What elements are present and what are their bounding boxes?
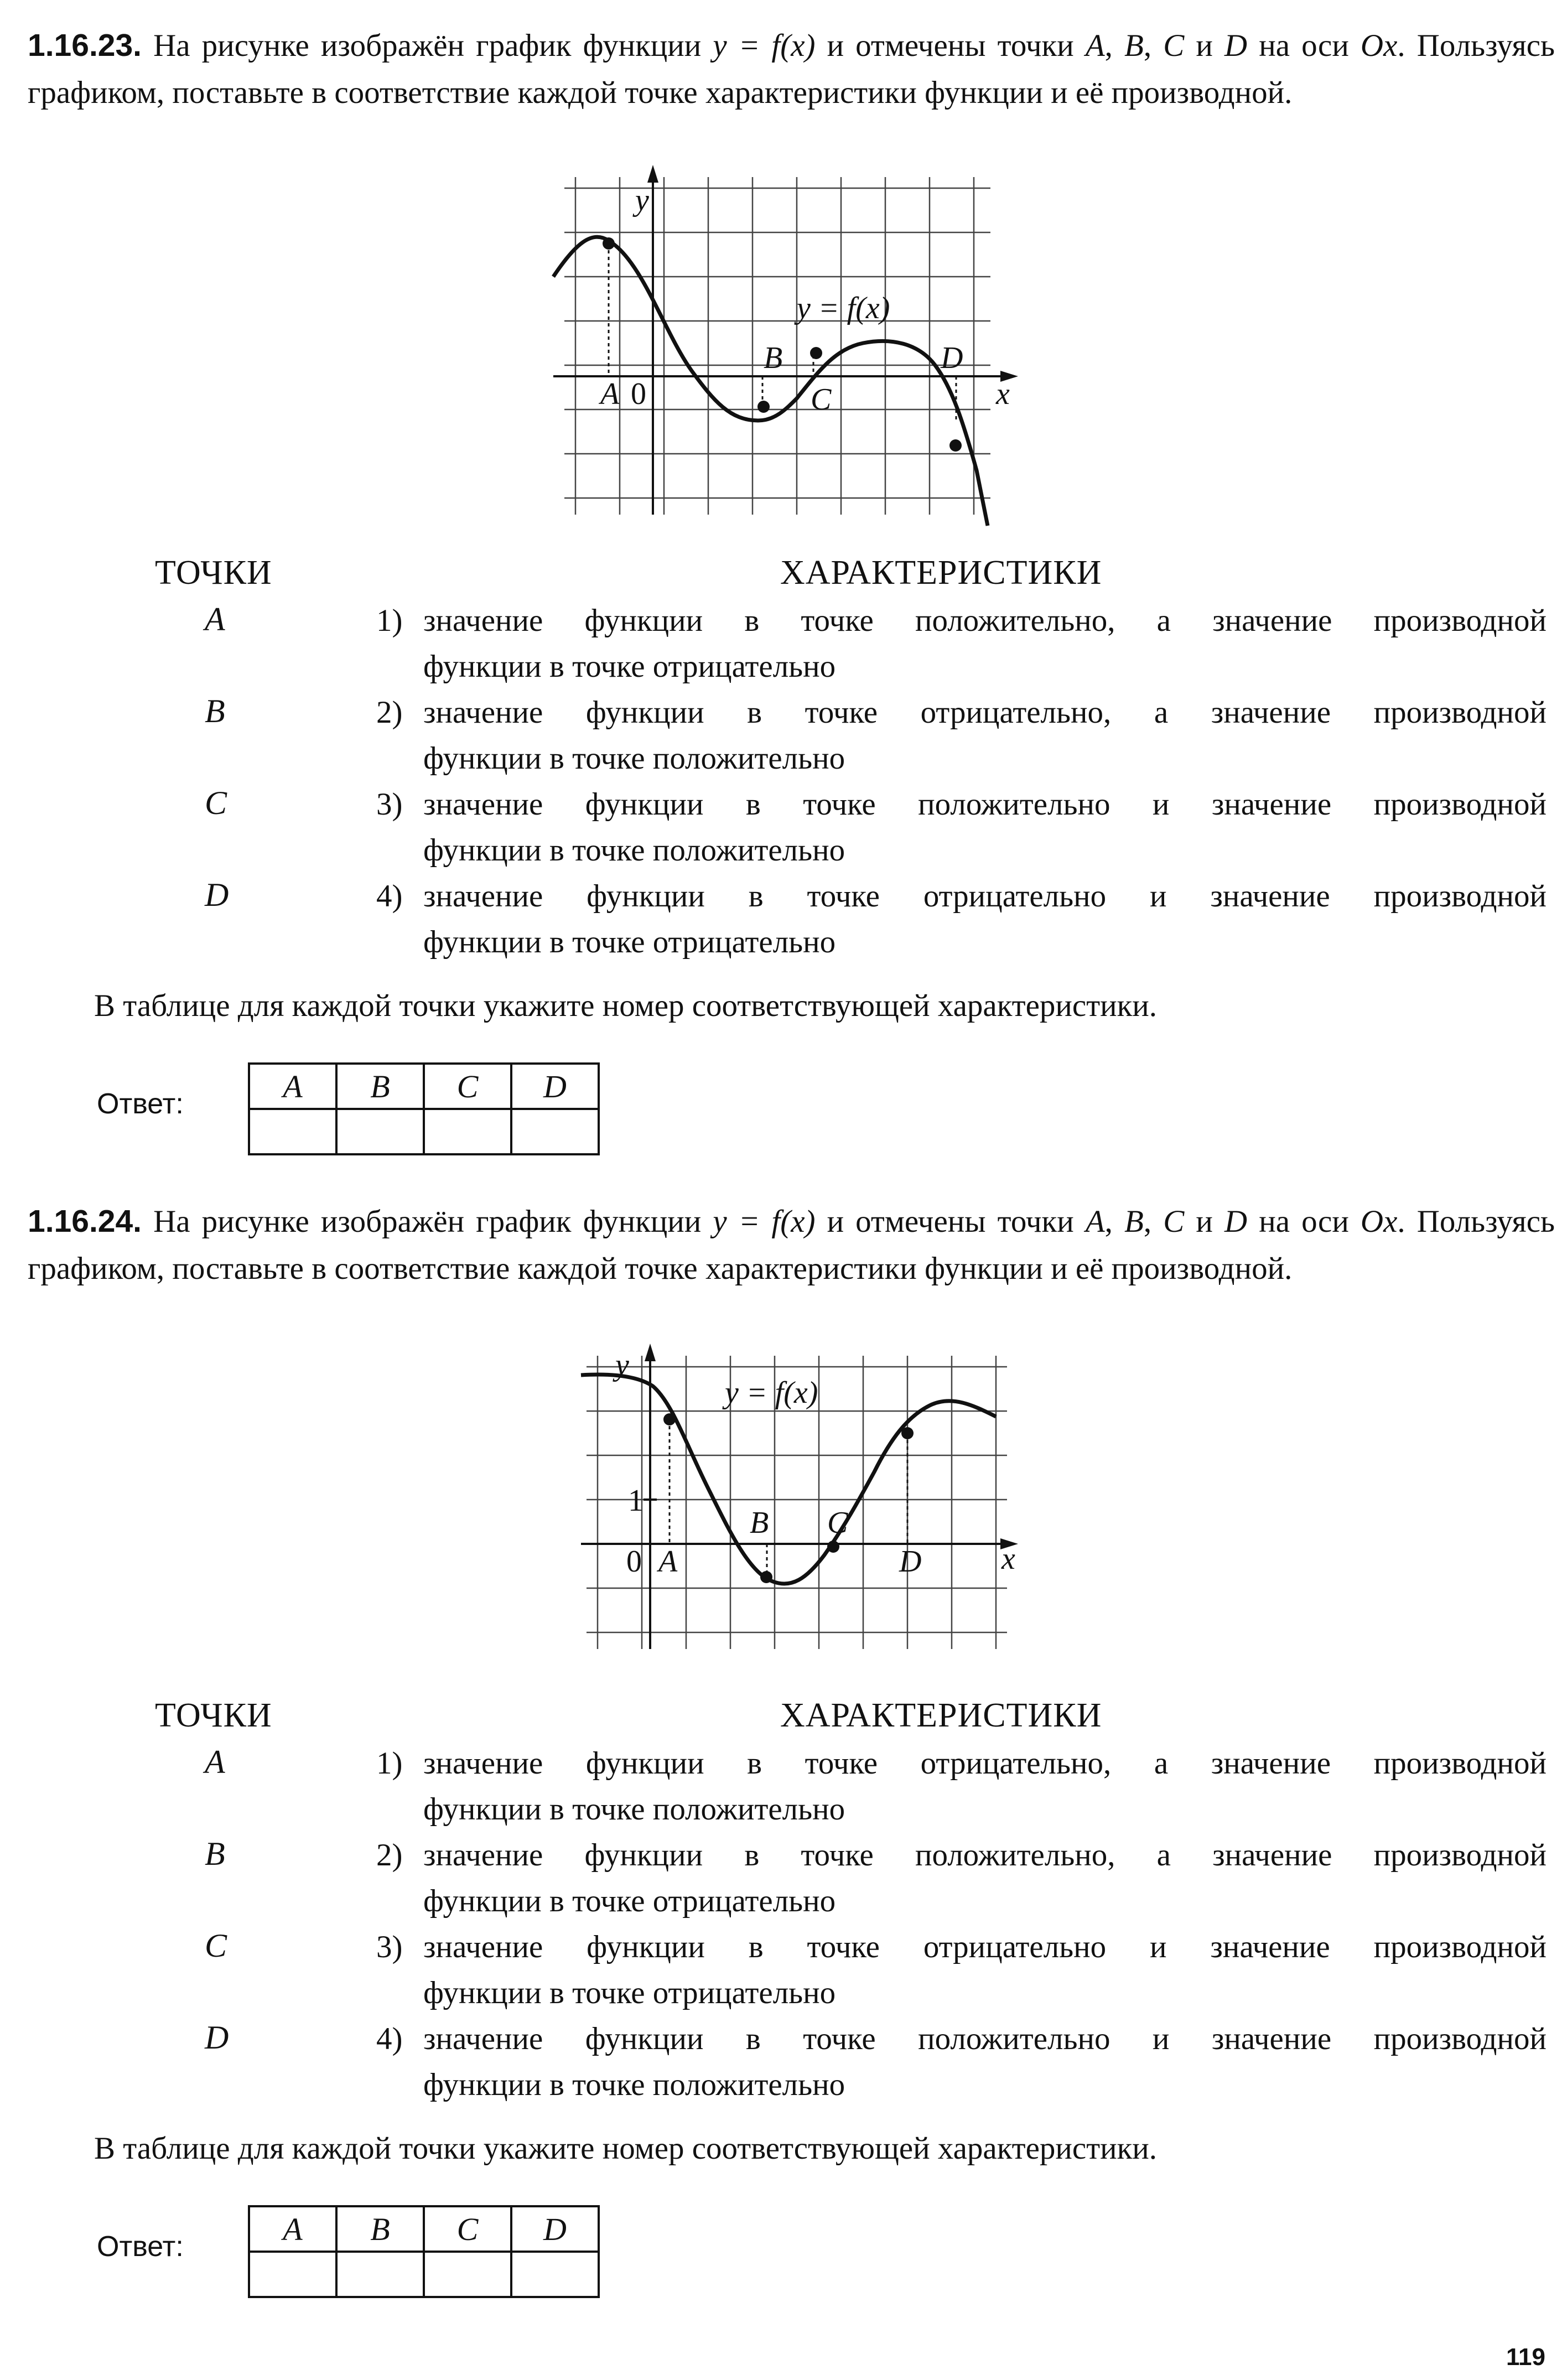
point-label-d: D <box>941 341 963 375</box>
answer-cell-a[interactable] <box>249 1109 336 1154</box>
answer-header-c: C <box>424 1064 511 1109</box>
answer-cell-b[interactable] <box>336 1109 424 1154</box>
point-label-a: A <box>658 1544 678 1579</box>
point-letter-c: C <box>205 1927 227 1964</box>
graph-svg <box>575 1348 1029 1677</box>
answer-cell-d[interactable] <box>511 1109 599 1154</box>
answer-cell-b[interactable] <box>336 2252 424 2297</box>
answer-cell-a[interactable] <box>249 2252 336 2297</box>
point-letter-b: B <box>205 693 225 729</box>
answer-table <box>248 2205 600 2298</box>
point-letter-d: D <box>205 877 229 913</box>
answer-table <box>248 1062 600 1155</box>
graph-point-a <box>603 237 615 250</box>
y-axis-label: y <box>635 183 649 217</box>
answer-cell-c[interactable] <box>424 1109 511 1154</box>
points-heading: ТОЧКИ <box>155 1697 272 1734</box>
x-axis-label: x <box>996 377 1010 411</box>
graph-point-c <box>827 1541 839 1553</box>
problem-number: 1.16.23. <box>28 28 142 63</box>
answer-cell-d[interactable] <box>511 2252 599 2297</box>
point-letter-a: A <box>205 1744 225 1780</box>
point-label-b: B <box>750 1506 769 1540</box>
function-label: y = f(x) <box>725 1376 818 1410</box>
characteristics-heading: ХАРАКТЕРИСТИКИ <box>780 554 1102 592</box>
origin-label: 0 <box>626 1544 642 1579</box>
answer-header-a: A <box>249 2206 336 2252</box>
x-axis-label: x <box>1001 1542 1015 1576</box>
point-letter-d: D <box>205 2019 229 2056</box>
problem-statement: 1.16.24. На рисунке изображён график функции y = f(x) и отмечены точки A, B, C и D на оси Ox. Пользуясь графиком, поставьте в соответствие каждой точке характеристики функции и её производной. <box>28 1204 1555 1286</box>
function-graph <box>553 177 1029 531</box>
graph-point-d <box>949 439 962 452</box>
answer-cell-c[interactable] <box>424 2252 511 2297</box>
point-label-a: A <box>600 377 620 411</box>
graph-svg <box>553 177 1029 531</box>
graph-point-d <box>901 1427 914 1439</box>
graph-point-b <box>760 1571 772 1583</box>
answer-header-d: D <box>511 1064 599 1109</box>
answer-header-b: B <box>336 2206 424 2252</box>
function-graph <box>575 1348 1029 1677</box>
graph-point-c <box>810 347 822 359</box>
point-letter-c: C <box>205 785 227 821</box>
point-letter-b: B <box>205 1835 225 1872</box>
origin-label: 0 <box>631 377 646 411</box>
answer-label: Ответ: <box>97 2231 184 2263</box>
point-label-c: C <box>811 382 832 417</box>
point-label-c: C <box>827 1506 848 1540</box>
answer-header-d: D <box>511 2206 599 2252</box>
instruction: В таблице для каждой точки укажите номер соответствующей характеристики. <box>94 988 1158 1023</box>
point-label-b: B <box>764 341 783 375</box>
function-label: y = f(x) <box>797 291 890 325</box>
problem-number: 1.16.24. <box>28 1204 142 1239</box>
answer-header-a: A <box>249 1064 336 1109</box>
graph-point-a <box>663 1413 676 1425</box>
point-label-d: D <box>899 1544 922 1579</box>
point-letter-a: A <box>205 601 225 637</box>
answer-label: Ответ: <box>97 1088 184 1120</box>
points-heading: ТОЧКИ <box>155 554 272 592</box>
y-axis-label: y <box>615 1348 629 1382</box>
page-number: 119 <box>1506 2343 1545 2371</box>
answer-header-b: B <box>336 1064 424 1109</box>
unit-label: 1 <box>628 1484 644 1518</box>
y-axis-arrow-icon <box>647 165 658 183</box>
characteristics-heading: ХАРАКТЕРИСТИКИ <box>780 1697 1102 1734</box>
answer-header-c: C <box>424 2206 511 2252</box>
y-axis-arrow-icon <box>645 1344 656 1361</box>
graph-point-b <box>757 401 770 413</box>
problem-statement: 1.16.23. На рисунке изображён график функции y = f(x) и отмечены точки A, B, C и D на оси Ox. Пользуясь графиком, поставьте в соответствие каждой точке характеристики функции и её производной. <box>28 28 1555 110</box>
instruction: В таблице для каждой точки укажите номер соответствующей характеристики. <box>94 2131 1158 2166</box>
